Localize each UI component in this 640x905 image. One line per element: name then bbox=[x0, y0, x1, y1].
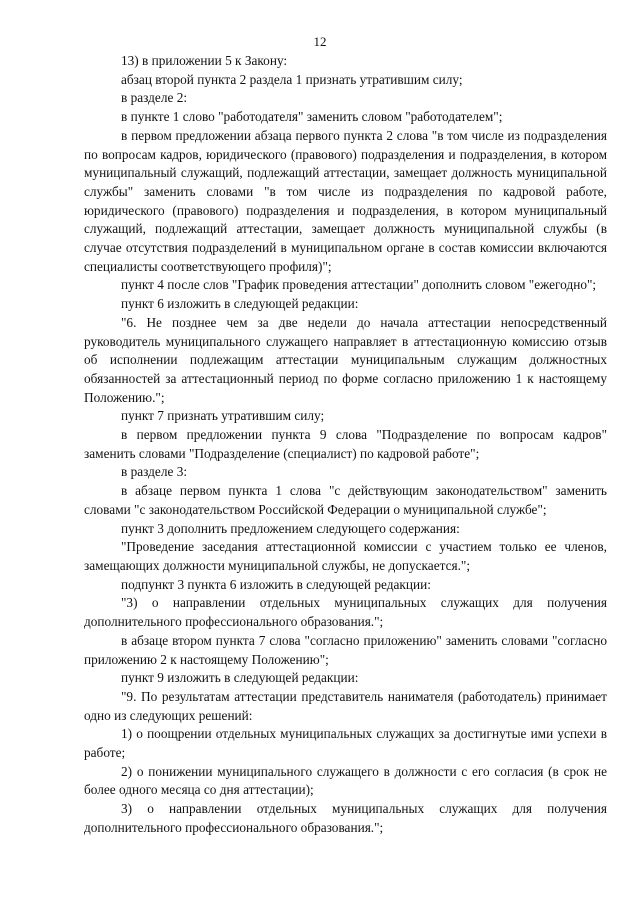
paragraph: абзац второй пункта 2 раздела 1 признать утратившим силу; bbox=[121, 71, 463, 87]
section-heading: в разделе 3: bbox=[121, 464, 188, 480]
paragraph: в первом предложении пункта 9 слова "Подразделение по вопросам кадров" заменить словами "Подразделение (специалист) по кадровой работе"; bbox=[84, 427, 607, 461]
list-item: 3) о направлении отдельных муниципальных служащих для получения дополнительного профессионального образования."; bbox=[84, 801, 607, 835]
quoted-paragraph: "3) о направлении отдельных муниципальных служащих для получения дополнительного профессионального образования."; bbox=[84, 595, 607, 630]
page-number: 12 bbox=[313, 34, 327, 49]
paragraph: подпункт 3 пункта 6 изложить в следующей редакции: bbox=[121, 576, 431, 592]
paragraph: в абзаце первом пункта 1 слова "с действующим законодательством" заменить словами "с законодательством Российской Федерации о муниципальной службе"; bbox=[84, 483, 607, 517]
paragraph: пункт 6 изложить в следующей редакции: bbox=[121, 296, 359, 312]
section-heading: в разделе 2: bbox=[121, 90, 188, 106]
quoted-paragraph: "6. Не позднее чем за две недели до начала аттестации непосредственный руководитель муниципального служащего направляет в аттестационную комиссию отзыв об исполнении подлежащим аттестации муниципальным служащим должностных обязанностей за аттестационный период по форме согласно приложению 1 к настоящему Положению."; bbox=[84, 314, 607, 405]
list-item: 1) о поощрении отдельных муниципальных служащих за достигнутые ими успехи в работе; bbox=[84, 726, 607, 761]
paragraph: пункт 4 после слов "График проведения аттестации" дополнить словом "ежегодно"; bbox=[121, 277, 597, 293]
paragraph: пункт 3 дополнить предложением следующего содержания: bbox=[121, 520, 460, 536]
paragraph: в абзаце втором пункта 7 слова "согласно приложению" заменить словами "согласно приложению 2 к настоящему Положению"; bbox=[84, 632, 607, 667]
paragraph: пункт 9 изложить в следующей редакции: bbox=[121, 670, 359, 686]
paragraph: в пункте 1 слово "работодателя" заменить словом "работодателем"; bbox=[121, 109, 503, 125]
paragraph: в первом предложении абзаца первого пункта 2 слова "в том числе из подразделения по вопросам кадров, юридического (правового) подразделения и подразделения, в котором муниципальный служащий, подлежащий аттестации, замещает должность муниципальной службы" заменить словами "в том числе из подразделения по кадровой работе, юридического (правового) подразделения и подразделения, в котором муниципальный служащий, подлежащий аттестации, замещает должность муниципальной службы (в случае отсутствия подразделений в муниципальном органе в состав комиссии включаются специалисты соответствующего профиля)"; bbox=[84, 127, 607, 274]
paragraph: пункт 7 признать утратившим силу; bbox=[121, 408, 325, 424]
document-body bbox=[84, 52, 607, 838]
list-item: 2) о понижении муниципального служащего в должности с его согласия (в срок не более одного месяца со дня аттестации); bbox=[84, 763, 607, 798]
amendment-heading-annex-5: 13) в приложении 5 к Закону: bbox=[121, 53, 288, 68]
quoted-paragraph: "9. По результатам аттестации представитель нанимателя (работодатель) принимает одно из следующих решений: bbox=[84, 688, 607, 723]
quoted-paragraph: "Проведение заседания аттестационной комиссии с участием только ее членов, замещающих должности муниципальной службы, не допускается."; bbox=[84, 539, 607, 573]
